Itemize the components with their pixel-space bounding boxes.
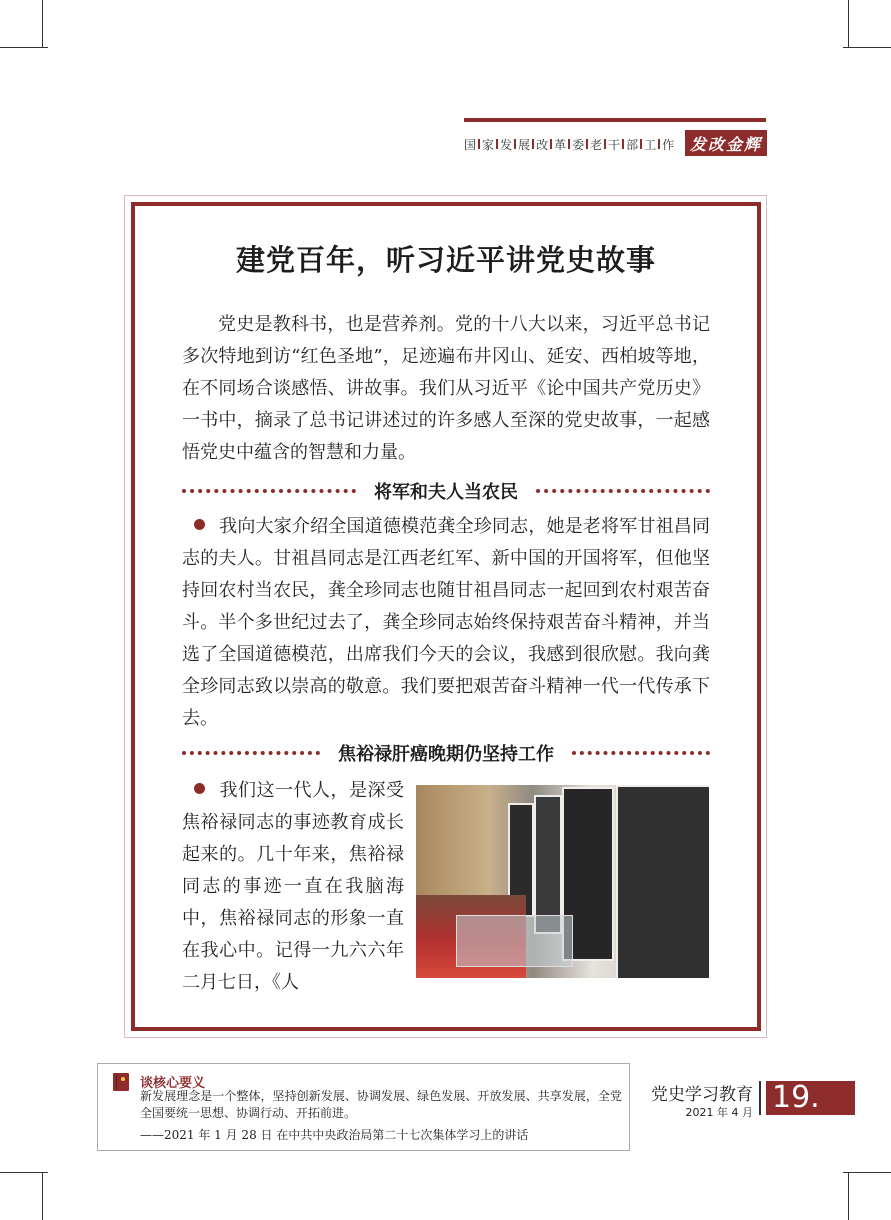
bullet-icon (194, 519, 205, 530)
nav-char: 革 (554, 137, 567, 152)
quote-heading: 谈核心要义 (140, 1076, 206, 1091)
nav-char: 展 (518, 137, 531, 152)
nav-char: 部 (626, 137, 639, 152)
article-intro: 党史是教科书，也是营养剂。党的十八大以来，习近平总书记多次特地到访“红色圣地”，足迹遍布井冈山、延安、西柏坡等地，在不同场合谈感悟、讲故事。我们从习近平《论中国共产党历史》一书中，摘录了总书记讲述过的许多感人至深的党史故事，一起感悟党史中蕴含的智慧和力量。 (182, 314, 710, 463)
magazine-name: 党史学习教育 (651, 1085, 753, 1105)
section-title: 焦裕禄肝癌晚期仍坚持工作 (338, 744, 554, 765)
crop-mark (42, 0, 43, 48)
issue-date: 2021 年 4 月 (685, 1106, 753, 1119)
nav-char: 工 (644, 137, 657, 152)
crop-mark (848, 1172, 849, 1220)
nav-char: 干 (608, 137, 621, 152)
brand-logo: 发改金辉 (685, 130, 767, 156)
exhibition-photo (416, 785, 709, 978)
crop-mark (0, 1172, 48, 1173)
nav-char: 发 (500, 137, 513, 152)
section-title: 将军和夫人当农民 (374, 482, 518, 503)
crop-mark (843, 1172, 891, 1173)
section-paragraph (182, 775, 404, 999)
nav-char: 作 (662, 137, 675, 152)
nav-char: 国 (464, 137, 477, 152)
section-paragraph (182, 511, 710, 735)
section-heading (182, 478, 710, 504)
section-heading (182, 740, 710, 766)
book-icon (113, 1073, 129, 1091)
header-nav (464, 133, 674, 155)
dotted-rule (182, 489, 356, 493)
article-title: 建党百年，听习近平讲党史故事 (235, 243, 656, 277)
dotted-rule (536, 489, 710, 493)
nav-char: 改 (536, 137, 549, 152)
dotted-rule (572, 751, 710, 755)
nav-char: 委 (572, 137, 585, 152)
page-number: 19. (766, 1081, 855, 1115)
nav-char: 老 (590, 137, 603, 152)
footer-divider (759, 1081, 761, 1115)
header-rule (464, 118, 766, 122)
quote-body: 新发展理念是一个整体，坚持创新发展、协调发展、绿色发展、开放发展、共享发展，全党全国要统一思想、协调行动、开拓前进。 (140, 1089, 622, 1120)
bullet-icon (194, 783, 205, 794)
nav-char: 家 (482, 137, 495, 152)
section-text: 我向大家介绍全国道德模范龚全珍同志，她是老将军甘祖昌同志的夫人。甘祖昌同志是江西老红军、新中国的开国将军，但他坚持回农村当农民，龚全珍同志也随甘祖昌同志一起回到农村艰苦奋斗。半个多世纪过去了，龚全珍同志始终保持艰苦奋斗精神，并当选了全国道德模范，出席我们今天的会议，我感到很欣慰。我向龚全珍同志致以崇高的敬意。我们要把艰苦奋斗精神一代一代传承下去。 (182, 516, 710, 729)
crop-mark (848, 0, 849, 48)
crop-mark (0, 47, 48, 48)
quote-source: ——2021 年 1 月 28 日 在中共中央政治局第二十七次集体学习上的讲话 (140, 1128, 529, 1142)
dotted-rule (182, 751, 320, 755)
section-text: 我们这一代人，是深受焦裕禄同志的事迹教育成长起来的。几十年来，焦裕禄同志的事迹一直在我脑海中，焦裕禄同志的形象一直在我心中。记得一九六六年二月七日，《人 (182, 780, 404, 993)
crop-mark (42, 1172, 43, 1220)
crop-mark (843, 47, 891, 48)
